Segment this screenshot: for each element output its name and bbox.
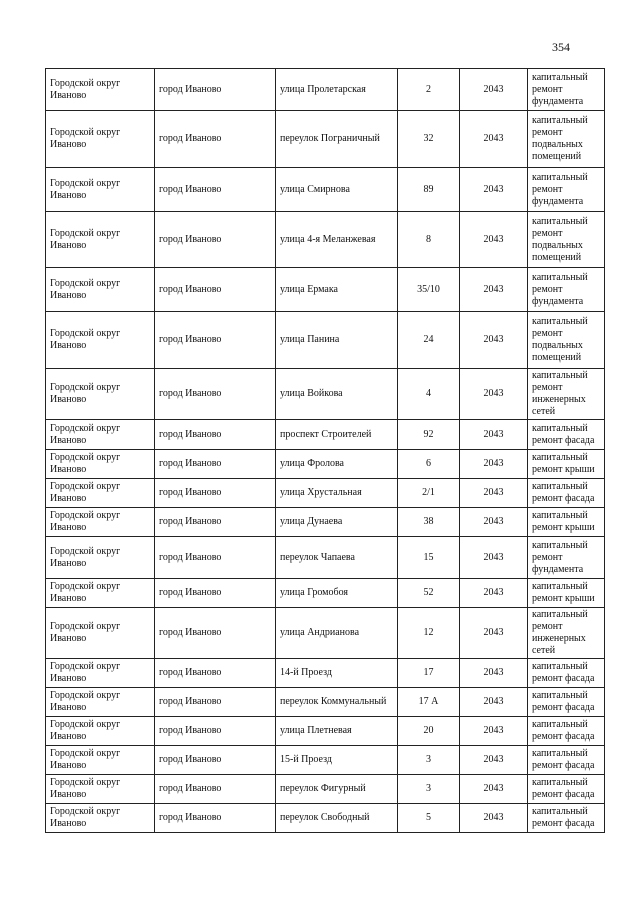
work-type-cell: капитальный ремонт подвальных помещений [528,111,605,168]
year-cell: 2043 [460,746,528,775]
table-row [46,450,605,479]
city-cell: город Иваново [155,688,276,717]
house-number-cell: 8 [398,212,460,268]
city-cell: город Иваново [155,804,276,833]
city-cell: город Иваново [155,369,276,420]
year-cell: 2043 [460,69,528,111]
house-number-cell: 92 [398,420,460,450]
table-row [46,659,605,688]
year-cell: 2043 [460,508,528,537]
district-cell: Городской округ Иваново [46,804,155,833]
work-type-cell: капитальный ремонт инженерных сетей [528,608,605,659]
house-number-cell: 32 [398,111,460,168]
city-cell: город Иваново [155,268,276,312]
district-cell: Городской округ Иваново [46,579,155,608]
street-cell: улица Пролетарская [276,69,398,111]
house-number-cell: 17 А [398,688,460,717]
street-cell: улица Фролова [276,450,398,479]
year-cell: 2043 [460,775,528,804]
city-cell: город Иваново [155,659,276,688]
house-number-cell: 2/1 [398,479,460,508]
district-cell: Городской округ Иваново [46,479,155,508]
city-cell: город Иваново [155,212,276,268]
work-type-cell: капитальный ремонт фундамента [528,537,605,579]
year-cell: 2043 [460,717,528,746]
street-cell: проспект Строителей [276,420,398,450]
work-type-cell: капитальный ремонт фундамента [528,268,605,312]
district-cell: Городской округ Иваново [46,775,155,804]
work-type-cell: капитальный ремонт фасада [528,717,605,746]
district-cell: Городской округ Иваново [46,746,155,775]
work-type-cell: капитальный ремонт фасада [528,688,605,717]
year-cell: 2043 [460,804,528,833]
city-cell: город Иваново [155,479,276,508]
year-cell: 2043 [460,268,528,312]
year-cell: 2043 [460,312,528,369]
year-cell: 2043 [460,537,528,579]
district-cell: Городской округ Иваново [46,369,155,420]
table-row [46,369,605,420]
house-number-cell: 20 [398,717,460,746]
street-cell: переулок Пограничный [276,111,398,168]
table-row [46,69,605,111]
table-row [46,479,605,508]
table-row [46,537,605,579]
year-cell: 2043 [460,420,528,450]
district-cell: Городской округ Иваново [46,608,155,659]
table-row [46,312,605,369]
work-type-cell: капитальный ремонт фасада [528,420,605,450]
page-number: 354 [552,40,570,54]
city-cell: город Иваново [155,537,276,579]
city-cell: город Иваново [155,69,276,111]
table-row [46,746,605,775]
district-cell: Городской округ Иваново [46,312,155,369]
work-type-cell: капитальный ремонт крыши [528,579,605,608]
house-number-cell: 15 [398,537,460,579]
street-cell: улица 4-я Меланжевая [276,212,398,268]
year-cell: 2043 [460,688,528,717]
street-cell: улица Андрианова [276,608,398,659]
city-cell: город Иваново [155,746,276,775]
city-cell: город Иваново [155,450,276,479]
house-number-cell: 35/10 [398,268,460,312]
work-type-cell: капитальный ремонт подвальных помещений [528,312,605,369]
district-cell: Городской округ Иваново [46,688,155,717]
table-row [46,168,605,212]
year-cell: 2043 [460,168,528,212]
work-type-cell: капитальный ремонт фундамента [528,168,605,212]
district-cell: Городской округ Иваново [46,450,155,479]
street-cell: улица Громобоя [276,579,398,608]
year-cell: 2043 [460,369,528,420]
street-cell: улица Смирнова [276,168,398,212]
house-number-cell: 17 [398,659,460,688]
table-row [46,268,605,312]
street-cell: улица Панина [276,312,398,369]
street-cell: улица Дунаева [276,508,398,537]
work-type-cell: капитальный ремонт фасада [528,775,605,804]
table-row [46,775,605,804]
year-cell: 2043 [460,450,528,479]
house-number-cell: 4 [398,369,460,420]
house-number-cell: 3 [398,746,460,775]
year-cell: 2043 [460,479,528,508]
table-row [46,111,605,168]
street-cell: переулок Свободный [276,804,398,833]
city-cell: город Иваново [155,168,276,212]
table-row [46,420,605,450]
district-cell: Городской округ Иваново [46,168,155,212]
city-cell: город Иваново [155,111,276,168]
work-type-cell: капитальный ремонт фасада [528,746,605,775]
house-number-cell: 6 [398,450,460,479]
work-type-cell: капитальный ремонт фасада [528,804,605,833]
district-cell: Городской округ Иваново [46,69,155,111]
district-cell: Городской округ Иваново [46,717,155,746]
table-row [46,608,605,659]
year-cell: 2043 [460,659,528,688]
city-cell: город Иваново [155,508,276,537]
table-row [46,804,605,833]
street-cell: улица Хрустальная [276,479,398,508]
table-row [46,579,605,608]
work-type-cell: капитальный ремонт фасада [528,479,605,508]
house-number-cell: 12 [398,608,460,659]
city-cell: город Иваново [155,579,276,608]
year-cell: 2043 [460,579,528,608]
street-cell: улица Плетневая [276,717,398,746]
city-cell: город Иваново [155,717,276,746]
street-cell: улица Ермака [276,268,398,312]
city-cell: город Иваново [155,775,276,804]
house-number-cell: 24 [398,312,460,369]
district-cell: Городской округ Иваново [46,508,155,537]
table-row [46,688,605,717]
house-number-cell: 2 [398,69,460,111]
city-cell: город Иваново [155,312,276,369]
house-number-cell: 89 [398,168,460,212]
work-type-cell: капитальный ремонт крыши [528,450,605,479]
table-row [46,508,605,537]
table-row [46,717,605,746]
year-cell: 2043 [460,608,528,659]
year-cell: 2043 [460,111,528,168]
district-cell: Городской округ Иваново [46,659,155,688]
city-cell: город Иваново [155,608,276,659]
street-cell: переулок Чапаева [276,537,398,579]
district-cell: Городской округ Иваново [46,420,155,450]
house-number-cell: 38 [398,508,460,537]
table-row [46,212,605,268]
house-number-cell: 5 [398,804,460,833]
street-cell: 14-й Проезд [276,659,398,688]
work-type-cell: капитальный ремонт инженерных сетей [528,369,605,420]
work-type-cell: капитальный ремонт фасада [528,659,605,688]
district-cell: Городской округ Иваново [46,212,155,268]
city-cell: город Иваново [155,420,276,450]
street-cell: переулок Коммунальный [276,688,398,717]
work-type-cell: капитальный ремонт фундамента [528,69,605,111]
district-cell: Городской округ Иваново [46,111,155,168]
work-type-cell: капитальный ремонт подвальных помещений [528,212,605,268]
house-number-cell: 3 [398,775,460,804]
year-cell: 2043 [460,212,528,268]
street-cell: 15-й Проезд [276,746,398,775]
work-type-cell: капитальный ремонт крыши [528,508,605,537]
street-cell: переулок Фигурный [276,775,398,804]
house-number-cell: 52 [398,579,460,608]
district-cell: Городской округ Иваново [46,268,155,312]
street-cell: улица Войкова [276,369,398,420]
district-cell: Городской округ Иваново [46,537,155,579]
repair-schedule-table [45,68,605,833]
